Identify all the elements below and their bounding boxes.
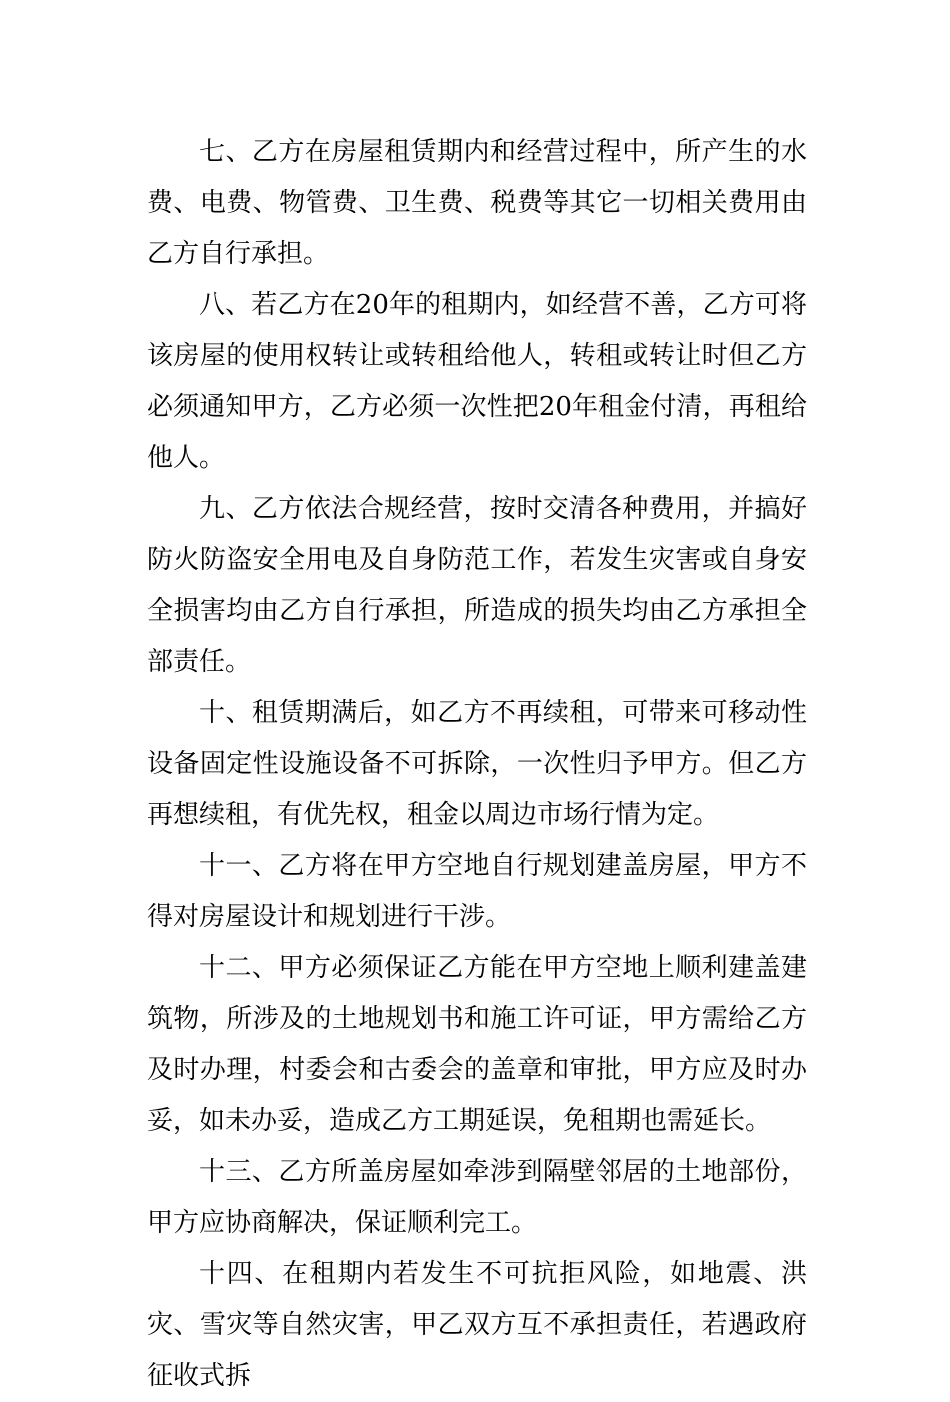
clause-8: 八、若乙方在20年的租期内，如经营不善，乙方可将该房屋的使用权转让或转租给他人，转租或转让时但乙方必须通知甲方，乙方必须一次性把20年租金付清，再租给他人。 [147, 290, 807, 473]
clause-7: 七、乙方在房屋租赁期内和经营过程中，所产生的水费、电费、物管费、卫生费、税费等其它一切相关费用由乙方自行承担。 [147, 137, 807, 269]
document-body [147, 127, 807, 1402]
clause-10: 十、租赁期满后，如乙方不再续租，可带来可移动性设备固定性设施设备不可拆除，一次性归予甲方。但乙方再想续租，有优先权，租金以周边市场行情为定。 [147, 698, 807, 830]
clause-9: 九、乙方依法合规经营，按时交清各种费用，并搞好防火防盗安全用电及自身防范工作，若发生灾害或自身安全损害均由乙方自行承担，所造成的损失均由乙方承担全部责任。 [147, 494, 807, 677]
clause-11: 十一、乙方将在甲方空地自行规划建盖房屋，甲方不得对房屋设计和规划进行干涉。 [147, 851, 807, 932]
clause-12: 十二、甲方必须保证乙方能在甲方空地上顺利建盖建筑物，所涉及的土地规划书和施工许可证，甲方需给乙方及时办理，村委会和古委会的盖章和审批，甲方应及时办妥，如未办妥，造成乙方工期延误，免租期也需延长。 [147, 953, 807, 1136]
clause-14: 十四、在租期内若发生不可抗拒风险，如地震、洪灾、雪灾等自然灾害，甲乙双方互不承担责任，若遇政府征收式拆 [147, 1259, 807, 1391]
clause-13: 十三、乙方所盖房屋如牵涉到隔壁邻居的土地部份，甲方应协商解决，保证顺利完工。 [147, 1157, 807, 1238]
